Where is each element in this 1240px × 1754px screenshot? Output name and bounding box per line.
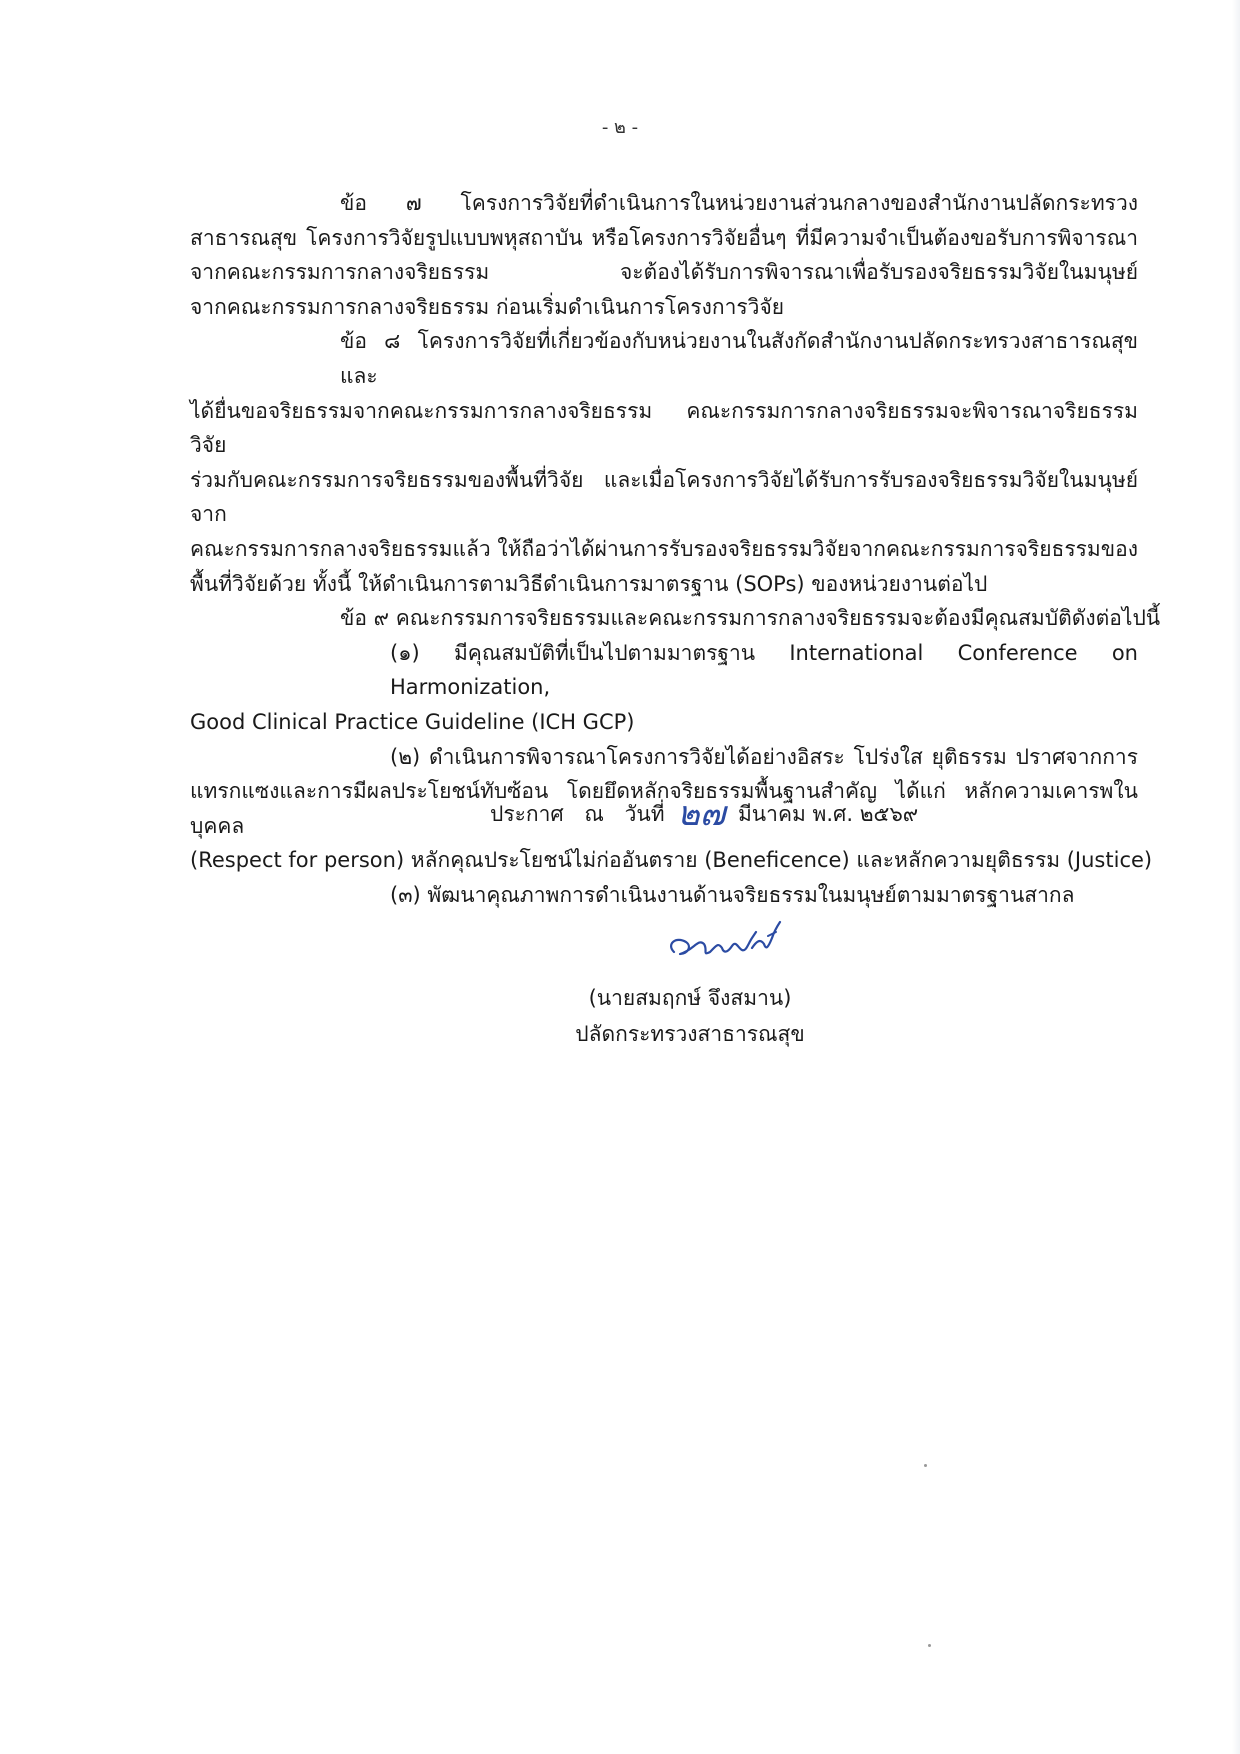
clause-8-line-1: ข้อ ๘ โครงการวิจัยที่เกี่ยวข้องกับหน่วยงานในสังกัดสำนักงานปลัดกระทรวงสาธารณสุขและ — [340, 329, 1138, 388]
clause-8-line-5: พื้นที่วิจัยด้วย ทั้งนี้ ให้ดำเนินการตามวิธีดำเนินการมาตรฐาน (SOPs) ของหน่วยงานต่อไป — [190, 571, 988, 596]
handwritten-day: ๒๗ — [677, 794, 726, 834]
item-2-line-1: (๒) ดำเนินการพิจารณาโครงการวิจัยได้อย่างอิสระ โปร่งใส ยุติธรรม ปราศจากการ — [390, 744, 1138, 769]
announcement-day-label: วันที่ — [624, 802, 665, 826]
item-2-line-3: (Respect for person) หลักคุณประโยชน์ไม่ก่ออันตราย (Beneficence) และหลักความยุติธรรม (Justice) — [190, 848, 1153, 873]
clause-7-line-4: จากคณะกรรมการกลางจริยธรรม ก่อนเริ่มดำเนินการโครงการวิจัย — [190, 294, 785, 319]
announcement-at: ณ — [584, 802, 604, 826]
scan-speck — [928, 1644, 931, 1647]
signatory-position: ปลัดกระทรวงสาธารณสุข — [575, 1022, 805, 1046]
handwritten-signature — [664, 908, 794, 982]
clause-8-line-2: ได้ยื่นขอจริยธรรมจากคณะกรรมการกลางจริยธรรม คณะกรรมการกลางจริยธรรมจะพิจารณาจริยธรรมวิจัย — [190, 398, 1138, 458]
clause-9-item-1 — [190, 636, 1138, 740]
item-2-line-2: แทรกแซงและการมีผลประโยชน์ทับซ้อน โดยยึดหลักจริยธรรมพื้นฐานสำคัญ ได้แก่ หลักความเคารพในบุคคล — [190, 779, 1138, 838]
clause-9-line-1: ข้อ ๙ คณะกรรมการจริยธรรมและคณะกรรมการกลางจริยธรรมจะต้องมีคุณสมบัติดังต่อไปนี้ — [340, 606, 1161, 631]
clause-8 — [190, 324, 1138, 601]
announcement-prefix: ประกาศ — [490, 802, 564, 826]
scan-speck — [924, 1464, 927, 1467]
item-1-line-2: Good Clinical Practice Guideline (ICH GCP) — [190, 709, 635, 734]
item-1-line-1: (๑) มีคุณสมบัติที่เป็นไปตามมาตรฐาน International Conference on Harmonization, — [390, 640, 1138, 700]
clause-9 — [190, 601, 1161, 636]
clause-7-line-2: สาธารณสุข โครงการวิจัยรูปแบบพหุสถาบัน หรือโครงการวิจัยอื่นๆ ที่มีความจำเป็นต้องขอรับการพิจารณา — [190, 225, 1138, 250]
clause-7-line-3: จากคณะกรรมการกลางจริยธรรม จะต้องได้รับการพิจารณาเพื่อรับรองจริยธรรมวิจัยในมนุษย์ — [190, 260, 1138, 285]
announcement-month-year: มีนาคม พ.ศ. ๒๕๖๙ — [737, 802, 919, 826]
clause-7 — [190, 186, 1138, 324]
clause-7-line-1: ข้อ ๗ โครงการวิจัยที่ดำเนินการในหน่วยงานส่วนกลางของสำนักงานปลัดกระทรวง — [340, 191, 1138, 215]
signatory-name: (นายสมฤกษ์ จึงสมาน) — [588, 986, 792, 1010]
clause-8-line-3: ร่วมกับคณะกรรมการจริยธรรมของพื้นที่วิจัย และเมื่อโครงการวิจัยได้รับการรับรองจริยธรรมวิจัยในมนุษย์จาก — [190, 467, 1138, 527]
item-3-line-1: (๓) พัฒนาคุณภาพการดำเนินงานด้านจริยธรรมในมนุษย์ตามมาตรฐานสากล — [390, 882, 1075, 907]
announcement-date-line — [490, 786, 918, 840]
scan-edge-shadow — [1232, 0, 1240, 1754]
page-number: - ๒ - — [601, 117, 639, 138]
clause-8-line-4: คณะกรรมการกลางจริยธรรมแล้ว ให้ถือว่าได้ผ่านการรับรองจริยธรรมวิจัยจากคณะกรรมการจริยธรรมของ — [190, 536, 1138, 561]
